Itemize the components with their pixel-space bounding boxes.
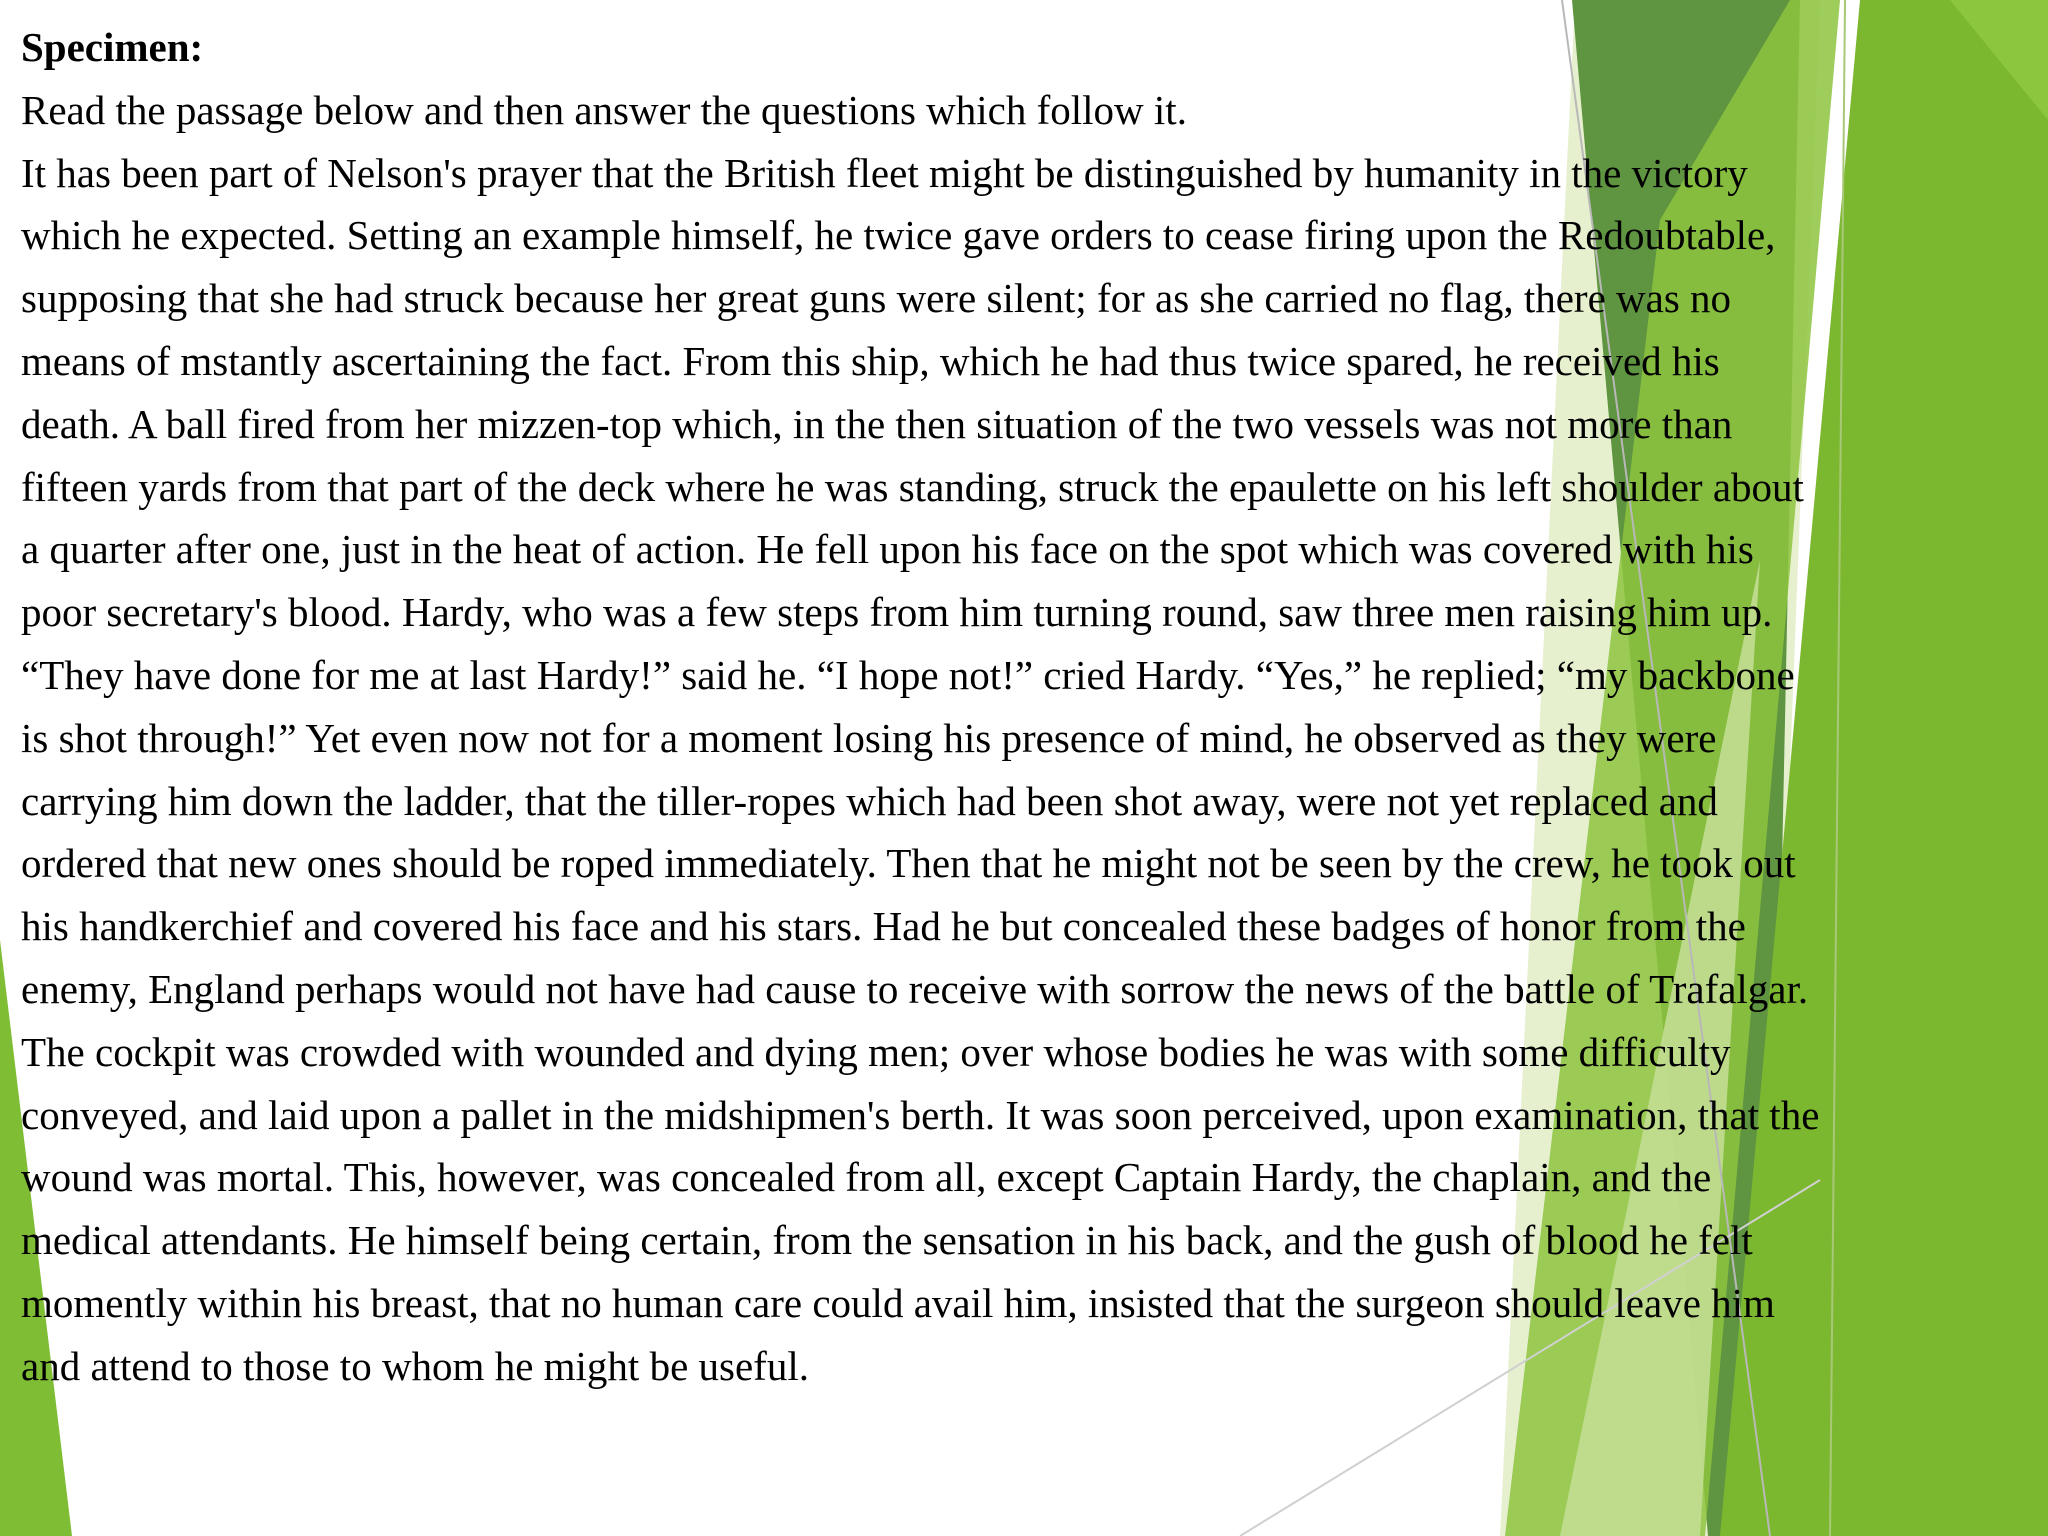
passage-line: wound was mortal. This, however, was concealed from all, except Captain Hardy, the chaplain, and the [21, 1154, 1712, 1201]
passage-line: “They have done for me at last Hardy!” said he. “I hope not!” cried Hardy. “Yes,” he replied; “my backbone [21, 651, 1795, 698]
passage-line: and attend to those to whom he might be useful. [21, 1342, 809, 1389]
passage-line: The cockpit was crowded with wounded and dying men; over whose bodies he was with some difficulty [21, 1028, 1731, 1075]
passage-line: fifteen yards from that part of the deck where he was standing, struck the epaulette on his left shoulder about [21, 463, 1804, 510]
passage [21, 142, 2031, 1398]
passage-line: enemy, England perhaps would not have had cause to receive with sorrow the news of the battle of Trafalgar. [21, 965, 1809, 1012]
passage-line: is shot through!” Yet even now not for a moment losing his presence of mind, he observed as they were [21, 714, 1717, 761]
passage-line: a quarter after one, just in the heat of action. He fell upon his face on the spot which was covered with his [21, 526, 1754, 573]
passage-line: It has been part of Nelson's prayer that the British fleet might be distinguished by humanity in the victory [21, 149, 1748, 196]
passage-line: poor secretary's blood. Hardy, who was a few steps from him turning round, saw three men raising him up. [21, 589, 1773, 636]
passage-line: death. A ball fired from her mizzen-top which, in the then situation of the two vessels was not more than [21, 400, 1733, 447]
passage-line: ordered that new ones should be roped immediately. Then that he might not be seen by the crew, he took out [21, 840, 1796, 887]
passage-line: conveyed, and laid upon a pallet in the midshipmen's berth. It was soon perceived, upon examination, that the [21, 1091, 1820, 1138]
passage-line: means of mstantly ascertaining the fact. From this ship, which he had thus twice spared, he received his [21, 337, 1720, 384]
passage-line: his handkerchief and covered his face and his stars. Had he but concealed these badges of honor from the [21, 903, 1746, 950]
passage-line: medical attendants. He himself being certain, from the sensation in his back, and the gush of blood he felt [21, 1217, 1753, 1264]
passage-line: momently within his breast, that no human care could avail him, insisted that the surgeon should leave him [21, 1279, 1775, 1326]
instruction-text: Read the passage below and then answer the questions which follow it. [21, 86, 1187, 133]
passage-line: carrying him down the ladder, that the tiller-ropes which had been shot away, were not yet replaced and [21, 777, 1718, 824]
slide-content [21, 16, 2031, 1398]
passage-line: which he expected. Setting an example himself, he twice gave orders to cease firing upon the Redoubtable, [21, 212, 1776, 259]
specimen-heading: Specimen: [21, 24, 204, 70]
passage-line: supposing that she had struck because her great guns were silent; for as she carried no flag, there was no [21, 275, 1732, 322]
